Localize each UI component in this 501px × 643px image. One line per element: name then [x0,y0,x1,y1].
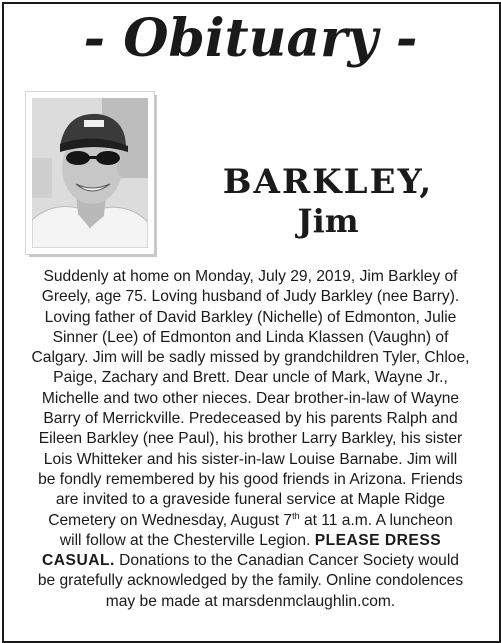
obituary-line [8,531,493,551]
obituary-body [8,267,493,612]
obituary-line: may be made at marsdenmclaughlin.com. [105,592,396,610]
obituary-line: Sinner (Lee) of Edmonton and Linda Klassen (Vaughn) of [52,328,449,346]
obituary-line: Eileen Barkley (nee Paul), his brother Larry Barkley, his sister [38,430,463,448]
dress-code-casual: CASUAL. [42,552,115,570]
luncheon-text: will follow at the Chesterville Legion. [59,531,315,549]
service-date-text: Cemetery on Wednesday, August 7 [48,511,293,529]
obituary-line: Paige, Zachary and Brett. Dear uncle of Mark, Wayne Jr., [53,369,448,387]
obituary-line: be gratefully acknowledged by the family. Online condolences [37,572,464,590]
obituary-line: Suddenly at home on Monday, July 29, 2019, Jim Barkley of [43,268,458,285]
donations-text: Donations to the Canadian Cancer Society would [114,552,459,570]
obituary-line: Lois Whitteker and his sister-in-law Louise Barnabe. Jim will [43,450,458,468]
obituary-line: Barry of Merrickville. Predeceased by his parents Ralph and [43,410,458,428]
deceased-first-name: Jim [297,202,359,240]
deceased-name [170,162,486,240]
ordinal-suffix: th [292,510,300,521]
obituary-line: Loving father of David Barkley (Nichelle) of Edmonton, Julie [44,308,457,326]
dress-code-text: PLEASE DRESS [314,531,442,549]
obituary-line: Michelle and two other nieces. Dear brother-in-law of Wayne [41,389,460,407]
portrait-image [32,98,148,248]
obituary-line [8,511,493,531]
portrait-frame [26,92,154,254]
service-time-text: at 11 a.m. A luncheon [299,511,453,529]
obituary-line: be fondly remembered by his good friends in Arizona. Friends [38,470,463,488]
deceased-surname: BARKLEY, [222,162,434,202]
obituary-line: are invited to a graveside funeral service at Maple Ridge [55,491,446,509]
obituary-title: - Obituary - [83,8,418,69]
obituary-line [8,551,493,571]
obituary-line: Greely, age 75. Loving husband of Judy Barkley (nee Barry). [41,288,460,306]
obituary-line: Calgary. Jim will be sadly missed by grandchildren Tyler, Chloe, [31,349,470,367]
portrait-photo [32,98,148,248]
